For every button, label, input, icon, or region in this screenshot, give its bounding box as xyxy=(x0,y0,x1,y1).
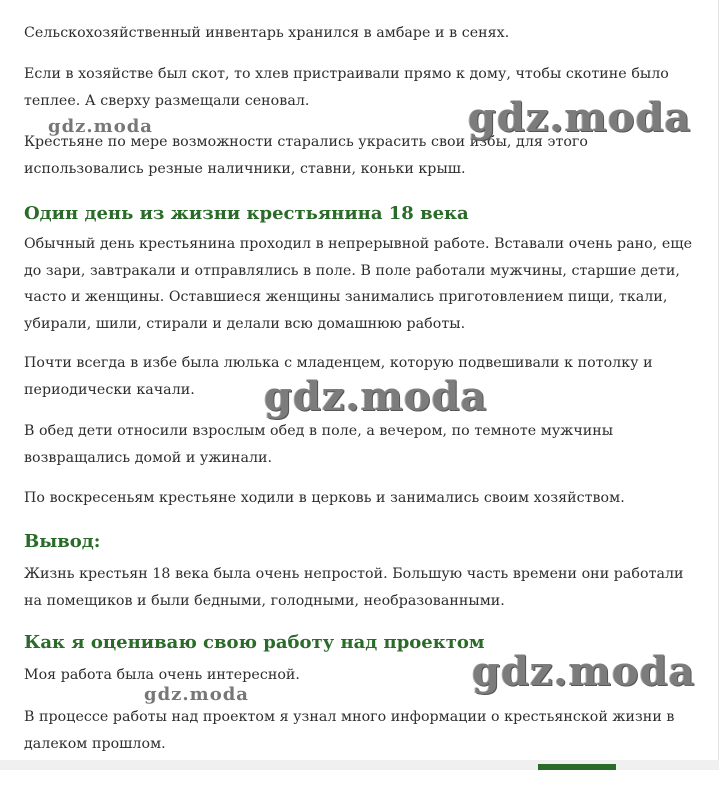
watermark-logo: gdz.moda xyxy=(472,648,696,695)
paragraph-sunday: По воскресеньям крестьяне ходили в церковь и занимались своим хозяйством. xyxy=(24,490,625,506)
paragraph-learned: В процессе работы над проектом я узнал много информации о крестьянской жизни в далеком прошлом. xyxy=(24,709,675,752)
paragraph-conclusion: Жизнь крестьян 18 века была очень непростой. Большую часть времени они работали на помещиков и были бедными, голодными, необразованными. xyxy=(24,566,684,609)
watermark-logo: gdz.moda xyxy=(48,116,153,137)
paragraph-lunch: В обед дети относили взрослым обед в поле, а вечером, по темноте мужчины возвращались домой и ужинали. xyxy=(24,423,614,466)
paragraph-interesting: Моя работа была очень интересной. xyxy=(24,667,300,683)
heading-conclusion: Вывод: xyxy=(24,531,101,552)
heading-peasant-day: Один день из жизни крестьянина 18 века xyxy=(24,203,469,224)
watermark-logo: gdz.moda xyxy=(144,684,249,705)
paragraph-daily-work: Обычный день крестьянина проходил в непрерывной работе. Вставали очень рано, еще до зари, завтракали и отправлялись в поле. В поле работали мужчины, старшие дети, часто и женщины. Оставшиеся женщины занимались приготовлением пищи, ткали, убирали, шили, стирали и делали всю домашнюю работы. xyxy=(24,236,693,332)
heading-evaluation: Как я оцениваю свою работу над проектом xyxy=(24,632,485,653)
paragraph-livestock: Если в хозяйстве был скот, то хлев пристраивали прямо к дому, чтобы скотине было теплее. А сверху размещали сеновал. xyxy=(24,66,669,109)
watermark-logo: gdz.moda xyxy=(264,373,488,420)
paragraph-inventory: Сельскохозяйственный инвентарь хранился в амбаре и в сенях. xyxy=(24,25,510,41)
paragraph-cradle: Почти всегда в избе была люлька с младенцем, которую подвешивали к потолку и периодически качали. xyxy=(24,355,653,398)
watermark-logo: gdz.moda xyxy=(468,94,692,141)
footer-accent-line xyxy=(538,764,616,770)
paragraph-decoration: Крестьяне по мере возможности старались украсить свои избы, для этого использовались резные наличники, ставни, коньки крыш. xyxy=(24,134,589,177)
